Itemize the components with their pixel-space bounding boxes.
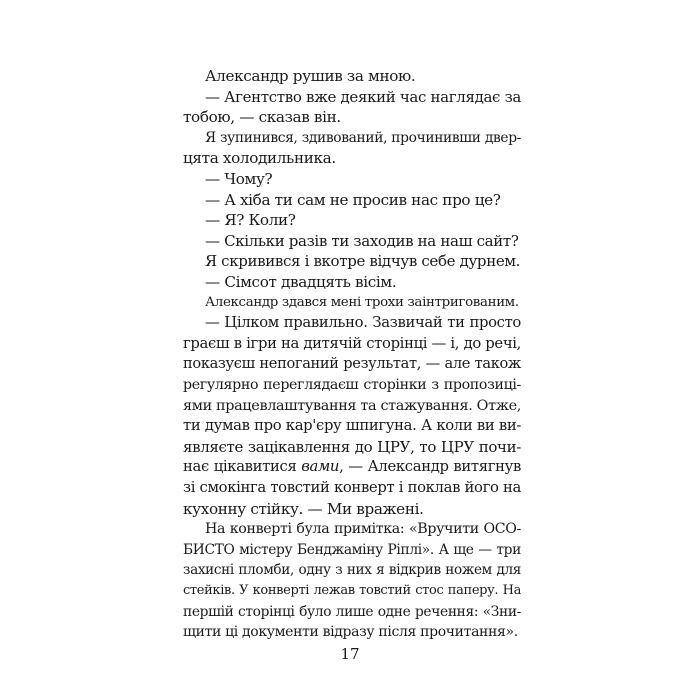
text-line: — Цілком правильно. Зазвичай ти просто <box>205 314 521 332</box>
text-line: Я зупинився, здивований, прочинивши двер- <box>205 129 521 146</box>
text-line: показуєш непоганий результат, — але також <box>183 355 521 373</box>
text-line: являєте зацікавлення до ЦРУ, то ЦРУ почи- <box>183 437 521 456</box>
text-line: щити ці документи відразу після прочитання». <box>183 624 518 641</box>
text-line: Александр рушив за мною. <box>205 67 416 85</box>
page-number: 17 <box>340 645 360 663</box>
text-line: першій сторінці було лише одне речення: «Зни- <box>183 603 521 620</box>
text-line: — Скільки разів ти заходив на наш сайт? <box>205 231 519 250</box>
text-line: граєш в ігри на дитячій сторінці — і, до речі, <box>183 334 521 352</box>
text-line: зі смокінга товстий конверт і поклав його на <box>183 479 521 496</box>
text-line: Александр здався мені трохи заінтригованим. <box>205 294 519 310</box>
text-line: регулярно переглядаєш сторінки з пропозиці- <box>183 377 521 393</box>
text-line: ями працевлаштування та стажування. Отже, <box>183 397 521 414</box>
text-line: БИСТО містеру Бенджаміну Ріплі». А ще — три <box>183 541 521 558</box>
text-line: кухонну стійку. — Ми вражені. <box>183 499 424 518</box>
text-line: — А хіба ти сам не просив нас про це? <box>205 190 501 209</box>
text-line: ти думав про кар'єру шпигуна. А коли ви ви- <box>183 417 521 435</box>
text-line: Я скривився і вкотре відчув себе дурнем. <box>205 252 521 271</box>
text-line: цята холодильника. <box>183 149 336 168</box>
text-line: На конверті була примітка: «Вручити ОСО- <box>205 521 521 538</box>
text-line: — Сімсот двадцять вісім. <box>205 273 397 291</box>
text-line: захисні пломби, одну з них я відкрив ножем для <box>183 562 521 579</box>
text-line: стейків. У конверті лежав товстий стос паперу. На <box>183 583 521 598</box>
text-line: нає цікавитися вами, — Александр витягнув <box>183 458 521 476</box>
text-line: — Чому? <box>205 170 273 188</box>
text-line: — Агентство вже деякий час наглядає за <box>205 87 521 106</box>
text-line: тобою, — сказав він. <box>183 108 341 127</box>
text-line: — Я? Коли? <box>205 211 296 230</box>
